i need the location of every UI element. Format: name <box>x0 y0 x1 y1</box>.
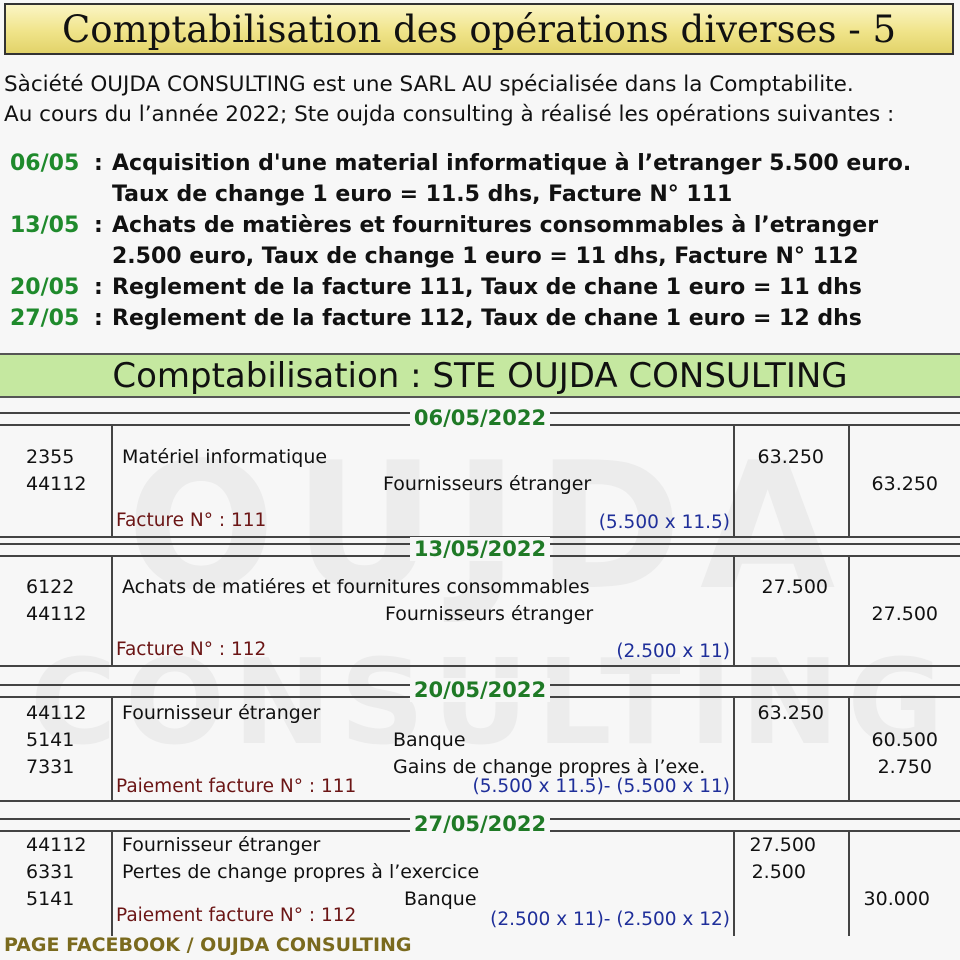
credit-amount: 2.750 <box>877 756 932 778</box>
footer-credit: PAGE FACEBOOK / OUJDA CONSULTING <box>4 934 412 956</box>
account-number: 6122 <box>26 576 75 598</box>
account-number: 2355 <box>26 446 75 468</box>
debit-label: Fournisseur étranger <box>122 834 321 856</box>
operation-separator: : <box>94 275 103 300</box>
debit-amount: 27.500 <box>761 576 828 598</box>
page-title: Comptabilisation des opérations diverses - 5 <box>4 3 954 55</box>
credit-amount: 30.000 <box>863 888 930 910</box>
entry-note: Facture N° : 112 <box>116 639 267 660</box>
account-number: 5141 <box>26 729 75 751</box>
operation-date: 20/05 <box>10 275 80 300</box>
credit-label: Fournisseurs étranger <box>383 473 592 495</box>
operation-date: 27/05 <box>10 306 80 331</box>
debit-amount: 63.250 <box>757 446 824 468</box>
operation-date: 06/05 <box>10 151 80 176</box>
operation-separator: : <box>94 151 103 176</box>
credit-label: Banque <box>404 888 477 910</box>
entry-date: 06/05/2022 <box>410 406 550 430</box>
intro-line: Au cours du l’année 2022; Ste oujda consulting à réalisé les opérations suivantes : <box>4 102 895 127</box>
intro-text <box>4 70 956 130</box>
credit-label: Banque <box>393 729 466 751</box>
section-title: Comptabilisation : STE OUJDA CONSULTING <box>0 353 960 398</box>
operation-line: Achats de matières et fournitures consommables à l’etranger <box>112 213 879 238</box>
debit-label: Fournisseur étranger <box>122 702 321 724</box>
account-number: 5141 <box>26 888 75 910</box>
entry-calculation: (5.500 x 11.5)- (5.500 x 11) <box>472 776 730 797</box>
operation-item <box>10 148 960 210</box>
debit-amount: 63.250 <box>757 702 824 724</box>
entry-calculation: (5.500 x 11.5) <box>598 512 730 533</box>
operation-line: 2.500 euro, Taux de change 1 euro = 11 dhs, Facture N° 112 <box>112 244 859 269</box>
operation-line: Taux de change 1 euro = 11.5 dhs, Facture N° 111 <box>112 182 733 207</box>
operation-line: Reglement de la facture 112, Taux de chane 1 euro = 12 dhs <box>112 306 862 331</box>
operation-separator: : <box>94 213 103 238</box>
entry-calculation: (2.500 x 11) <box>616 641 730 662</box>
operations-list <box>10 148 960 334</box>
entry-note: Facture N° : 111 <box>116 510 267 531</box>
entry-date: 27/05/2022 <box>410 812 550 836</box>
entry-date: 13/05/2022 <box>410 537 550 561</box>
account-number: 6331 <box>26 861 75 883</box>
operation-separator: : <box>94 306 103 331</box>
debit-amount: 27.500 <box>749 834 816 856</box>
operation-line: Reglement de la facture 111, Taux de chane 1 euro = 11 dhs <box>112 275 862 300</box>
debit-label: Matériel informatique <box>122 446 328 468</box>
account-number: 7331 <box>26 756 75 778</box>
debit-amount: 2.500 <box>751 861 806 883</box>
credit-label: Fournisseurs étranger <box>385 603 594 625</box>
credit-amount: 27.500 <box>871 603 938 625</box>
account-number: 44112 <box>26 834 87 856</box>
operation-item <box>10 272 960 303</box>
credit-label: Gains de change propres à l’exe. <box>393 756 706 778</box>
credit-amount: 63.250 <box>871 473 938 495</box>
account-number: 44112 <box>26 702 87 724</box>
entry-calculation: (2.500 x 11)- (2.500 x 12) <box>490 909 730 930</box>
debit-label: Achats de matiéres et fournitures consommables <box>122 576 590 598</box>
operation-date: 13/05 <box>10 213 80 238</box>
entry-note: Paiement facture N° : 112 <box>116 905 357 926</box>
debit-label: Pertes de change propres à l’exercice <box>122 861 480 883</box>
entry-note: Paiement facture N° : 111 <box>116 776 357 797</box>
account-number: 44112 <box>26 473 87 495</box>
operation-line: Acquisition d'une material informatique à l’etranger 5.500 euro. <box>112 151 912 176</box>
account-number: 44112 <box>26 603 87 625</box>
intro-line: Sàciété OUJDA CONSULTING est une SARL AU spécialisée dans la Comptabilite. <box>4 72 854 97</box>
operation-item <box>10 303 960 334</box>
operation-item <box>10 210 960 272</box>
entry-date: 20/05/2022 <box>410 678 550 702</box>
credit-amount: 60.500 <box>871 729 938 751</box>
